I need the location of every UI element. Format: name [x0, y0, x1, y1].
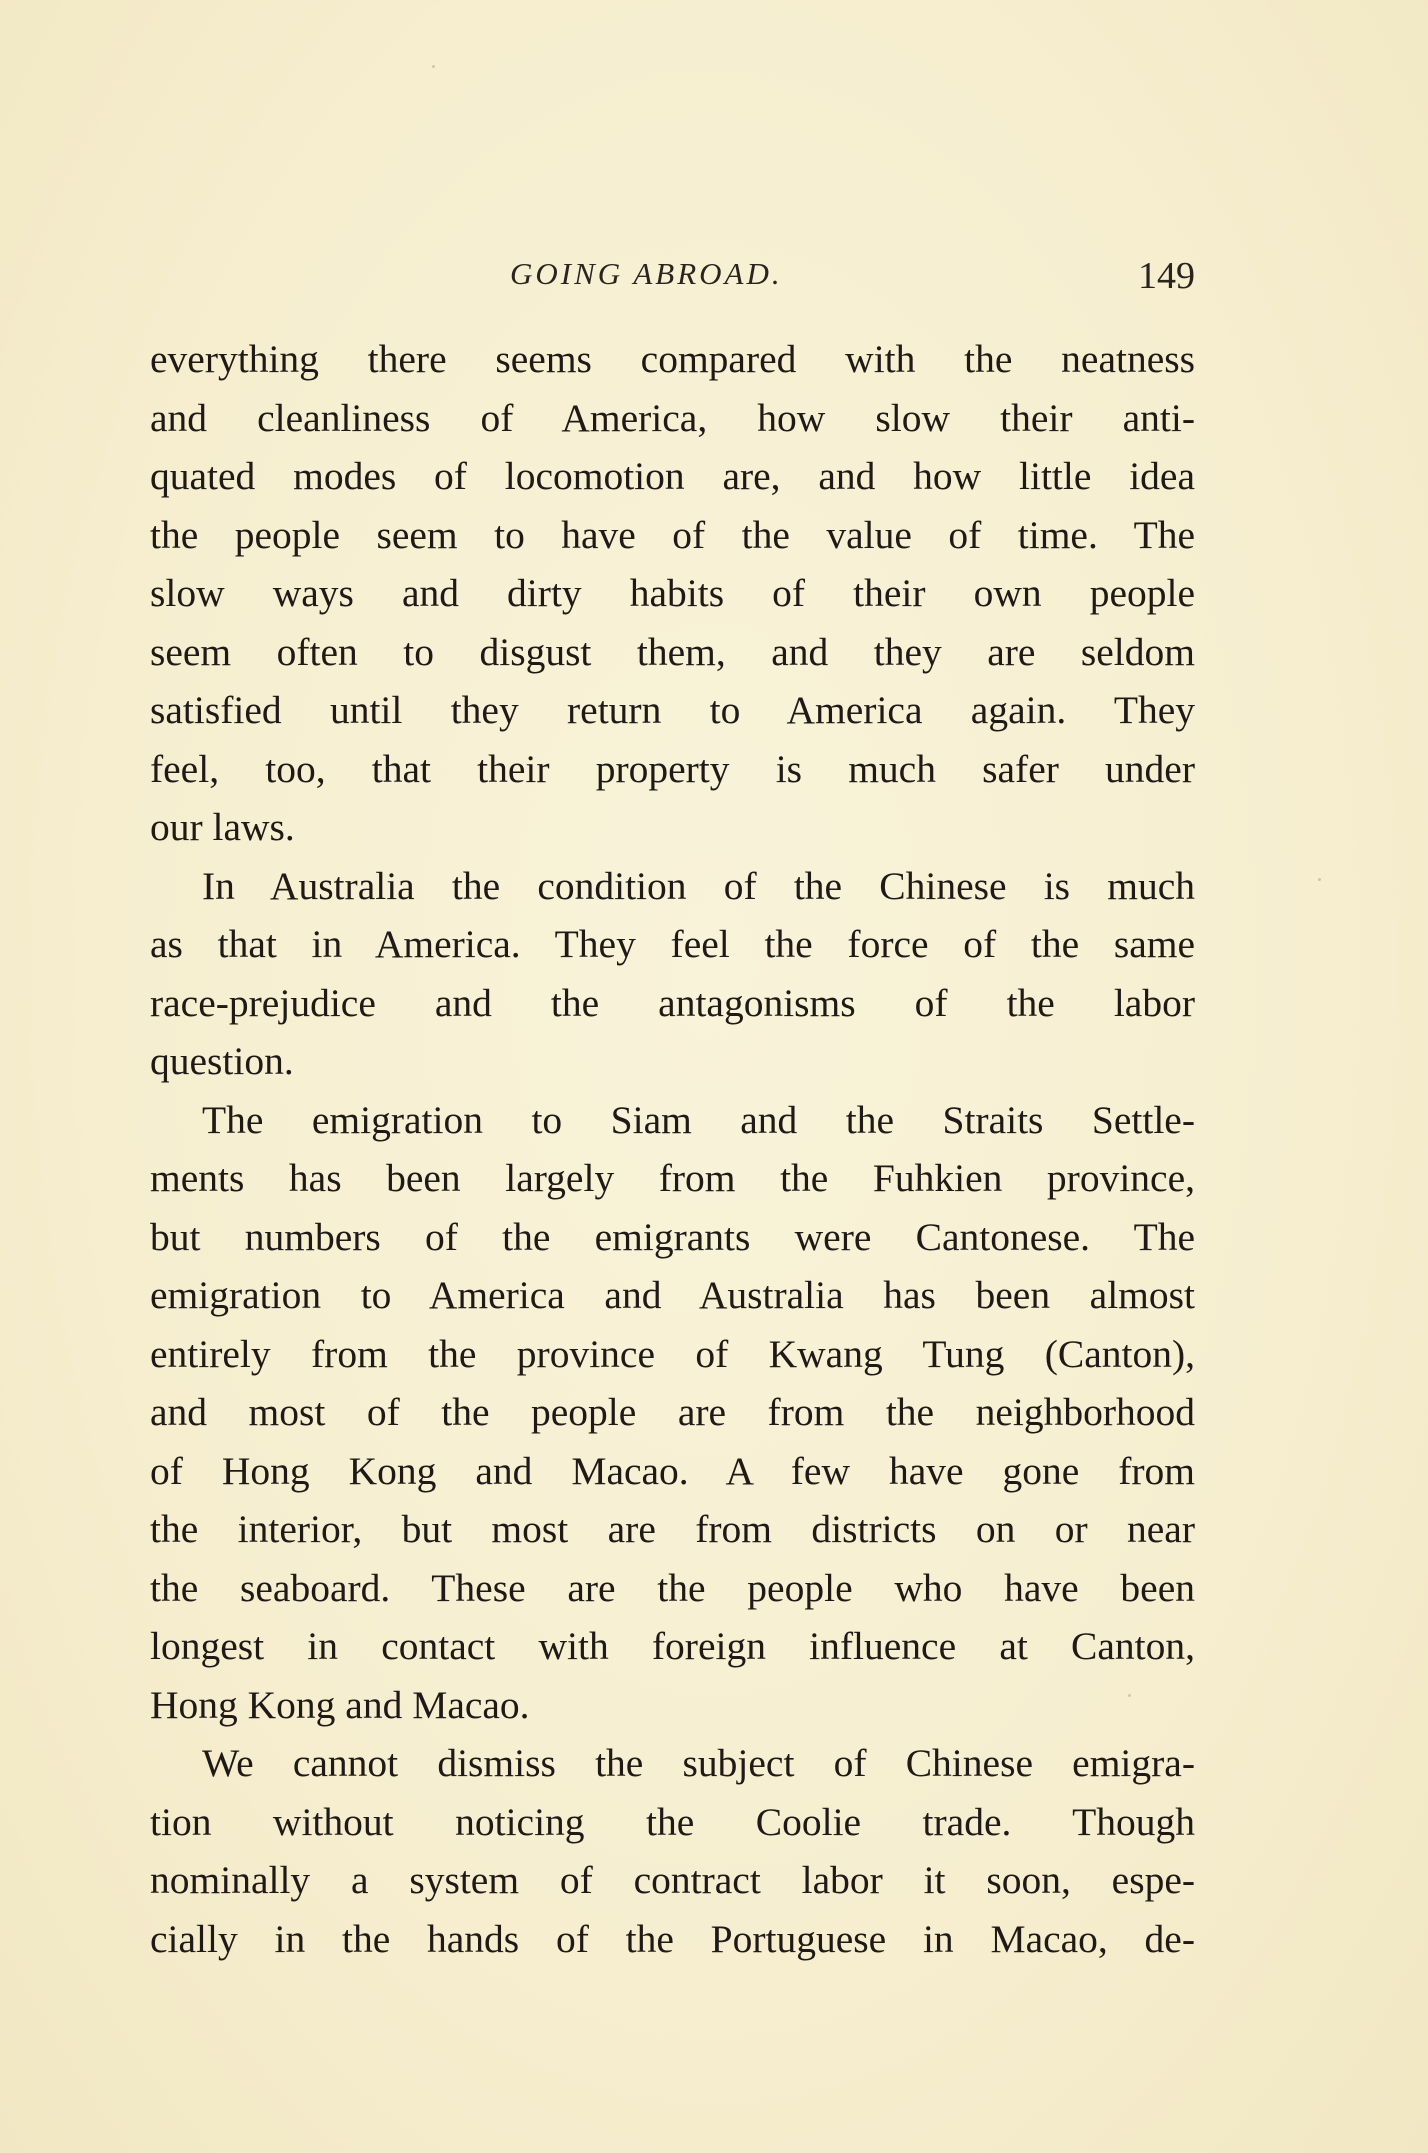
text-line: seem often to disgust them, and they are seldom — [150, 629, 1195, 674]
text-line: but numbers of the emigrants were Cantonese. The — [150, 1214, 1195, 1259]
text-line: our laws. — [150, 805, 295, 849]
text-line: everything there seems compared with the neatness — [150, 337, 1195, 381]
text-line: and cleanliness of America, how slow their anti- — [150, 395, 1195, 440]
paper-speck — [1128, 1694, 1131, 1697]
paragraph-first-line: In Australia the condition of the Chinese is much — [202, 863, 1195, 908]
text-line: longest in contact with foreign influence at Canton, — [150, 1624, 1195, 1668]
text-line: satisfied until they return to America again. They — [150, 688, 1195, 732]
text-line: the seaboard. These are the people who have been — [150, 1565, 1195, 1610]
running-title: GOING ABROAD. — [510, 256, 783, 291]
text-line: ments has been largely from the Fuhkien province, — [150, 1156, 1195, 1200]
text-line: Hong Kong and Macao. — [150, 1682, 530, 1727]
running-head — [150, 252, 1195, 308]
text-line: race-prejudice and the antagonisms of the labor — [150, 980, 1195, 1025]
text-line: tion without noticing the Coolie trade. Though — [150, 1799, 1195, 1844]
text-line: cially in the hands of the Portuguese in Macao, de- — [150, 1916, 1195, 1961]
text-line: of Hong Kong and Macao. A few have gone from — [150, 1448, 1195, 1493]
text-line: question. — [150, 1039, 294, 1083]
paragraph-first-line: The emigration to Siam and the Straits Settle- — [202, 1097, 1195, 1142]
paper-speck — [1318, 878, 1321, 881]
text-line: nominally a system of contract labor it soon, espe- — [150, 1858, 1195, 1902]
text-line: quated modes of locomotion are, and how little idea — [150, 454, 1195, 498]
paragraph-first-line: We cannot dismiss the subject of Chinese emigra- — [202, 1741, 1195, 1785]
text-line: slow ways and dirty habits of their own people — [150, 571, 1195, 615]
text-line: feel, too, that their property is much safer under — [150, 746, 1195, 791]
body-text — [150, 330, 1195, 1968]
text-line: emigration to America and Australia has been almost — [150, 1273, 1195, 1317]
text-line: the interior, but most are from districts on or near — [150, 1507, 1195, 1551]
paper-speck — [432, 65, 435, 68]
text-line: as that in America. They feel the force of the same — [150, 922, 1195, 966]
text-line: and most of the people are from the neighborhood — [150, 1390, 1195, 1434]
text-line: entirely from the province of Kwang Tung (Canton), — [150, 1331, 1195, 1376]
page-number: 149 — [1138, 255, 1195, 297]
text-line: the people seem to have of the value of time. The — [150, 512, 1195, 557]
